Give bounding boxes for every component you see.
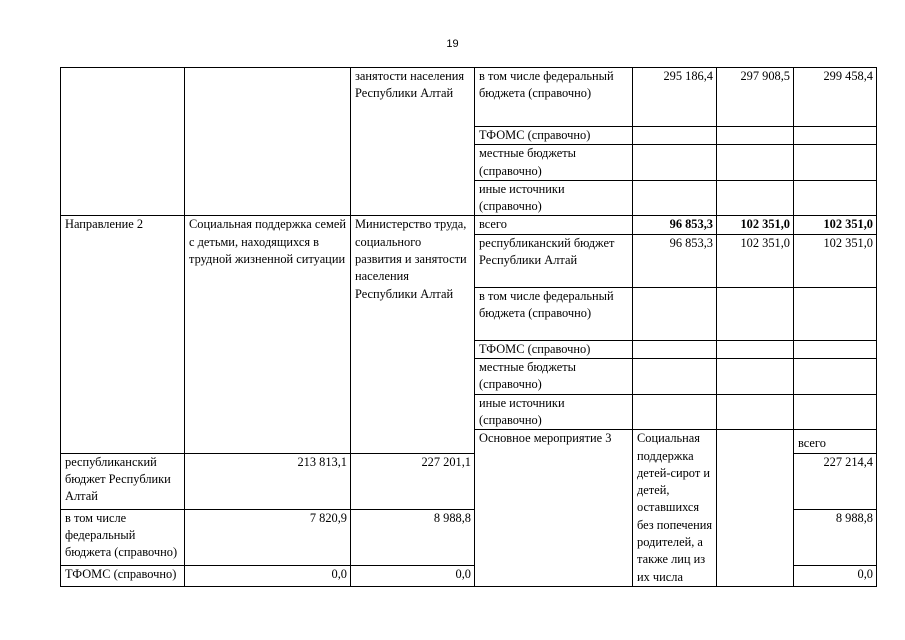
value-year-2: 297 908,5 (717, 68, 794, 127)
value-year-3 (794, 359, 877, 395)
funding-source: иные источники (справочно) (475, 180, 633, 216)
funding-source: ТФОМС (справочно) (475, 340, 633, 358)
value-year-3: 0,0 (794, 565, 877, 586)
value-year-2: 102 351,0 (717, 216, 794, 234)
value-year-3: 8 988,8 (794, 509, 877, 565)
value-year-2: 227 201,1 (351, 453, 475, 509)
value-year-1 (633, 340, 717, 358)
funding-source: всего (475, 216, 633, 234)
value-year-3 (794, 145, 877, 181)
value-year-1 (633, 145, 717, 181)
program-cell (61, 68, 185, 216)
table-row (61, 68, 877, 127)
value-year-1 (633, 127, 717, 145)
description-cell: Социальная поддержка детей-сирот и детей, оставшихся без попечения родителей, а также лиц из их числа (633, 430, 717, 587)
value-year-2 (717, 359, 794, 395)
value-year-1 (633, 180, 717, 216)
value-year-2 (717, 180, 794, 216)
funding-source: республиканский бюджет Республики Алтай (475, 234, 633, 287)
funding-source: местные бюджеты (справочно) (475, 145, 633, 181)
value-year-3 (794, 287, 877, 340)
value-year-1: 295 186,4 (633, 68, 717, 127)
funding-source: в том числе федеральный бюджета (справочно) (475, 287, 633, 340)
value-year-1: 96 853,3 (633, 216, 717, 234)
value-year-3: 102 351,0 (794, 216, 877, 234)
value-year-1: 0,0 (185, 565, 351, 586)
funding-source: иные источники (справочно) (475, 394, 633, 430)
value-year-2 (717, 340, 794, 358)
value-year-3: 227 214,4 (794, 453, 877, 509)
description-cell: Социальная поддержка семей с детьми, находящихся в трудной жизненной ситуации (185, 216, 351, 453)
value-year-2 (717, 287, 794, 340)
value-year-2: 0,0 (351, 565, 475, 586)
value-year-2 (717, 394, 794, 430)
funding-table (60, 67, 877, 587)
value-year-3 (794, 394, 877, 430)
value-year-1 (633, 394, 717, 430)
funding-source: республиканский бюджет Республики Алтай (61, 453, 185, 509)
program-cell: Основное мероприятие 3 (475, 430, 633, 587)
funding-source: местные бюджеты (справочно) (475, 359, 633, 395)
value-year-3: 299 458,4 (794, 68, 877, 127)
funding-source: ТФОМС (справочно) (475, 127, 633, 145)
funding-source: всего (794, 430, 877, 453)
program-cell: Направление 2 (61, 216, 185, 453)
value-year-2: 102 351,0 (717, 234, 794, 287)
value-year-1: 213 813,1 (185, 453, 351, 509)
funding-source: в том числе федеральный бюджета (справочно) (475, 68, 633, 127)
executor-cell (717, 430, 794, 587)
value-year-3: 102 351,0 (794, 234, 877, 287)
value-year-1: 7 820,9 (185, 509, 351, 565)
value-year-2 (717, 127, 794, 145)
value-year-1 (633, 359, 717, 395)
value-year-2: 8 988,8 (351, 509, 475, 565)
executor-cell: Министерство труда, социального развития и занятости населения Республики Алтай (351, 216, 475, 453)
description-cell (185, 68, 351, 216)
value-year-2 (717, 145, 794, 181)
funding-source: в том числе федеральный бюджета (справочно) (61, 509, 185, 565)
table-row (61, 216, 877, 234)
page-number: 19 (446, 38, 459, 50)
value-year-3 (794, 340, 877, 358)
value-year-3 (794, 180, 877, 216)
value-year-1 (633, 287, 717, 340)
value-year-3 (794, 127, 877, 145)
executor-cell: занятости населения Республики Алтай (351, 68, 475, 216)
funding-source: ТФОМС (справочно) (61, 565, 185, 586)
value-year-1: 96 853,3 (633, 234, 717, 287)
